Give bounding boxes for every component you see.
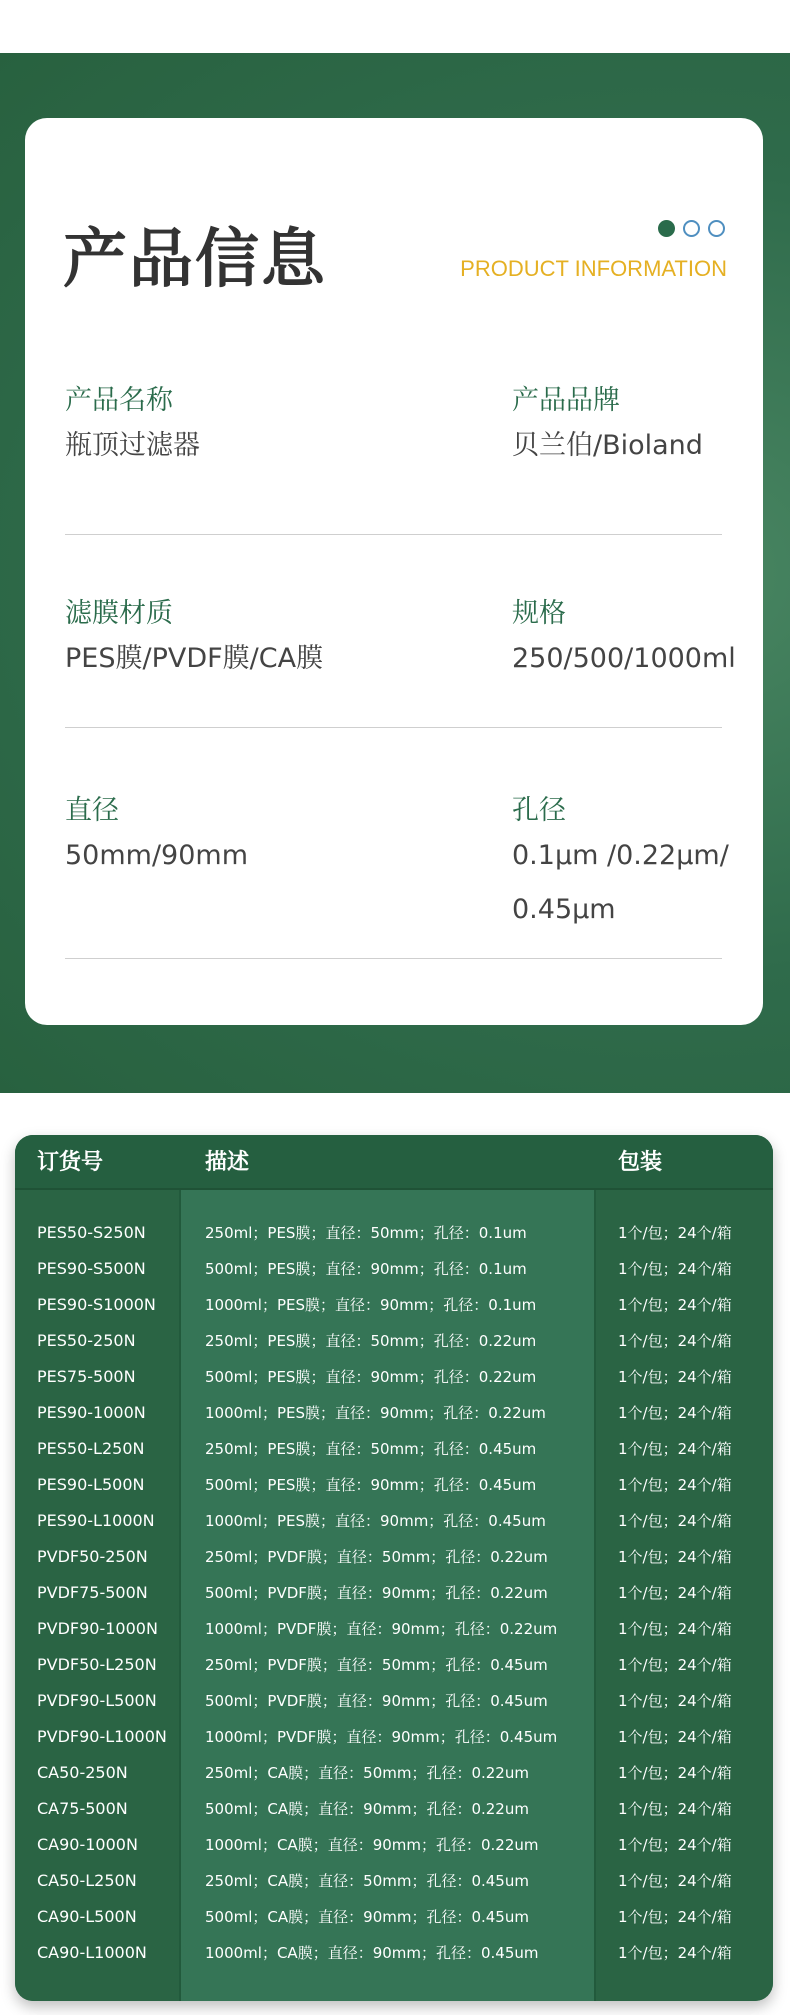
cell-order-number: CA50-L250N [37,1871,137,1890]
cell-order-number: PVDF90-L500N [37,1691,157,1710]
cell-description: 1000ml；PES膜；直径：90mm；孔径：0.22um [205,1404,546,1422]
cell-description: 1000ml；PES膜；直径：90mm；孔径：0.45um [205,1512,546,1530]
carousel-dot[interactable] [683,220,700,237]
header-order-number: 订货号 [37,1150,104,1175]
field-membrane-material [65,596,323,686]
cell-packaging: 1个/包；24个/箱 [618,1728,732,1746]
table-row [15,1395,773,1431]
field-value: 贝兰伯/Bioland [512,430,703,461]
cell-order-number: PES90-S1000N [37,1295,156,1314]
table-row [15,1719,773,1755]
field-value: 0.1μm /0.22μm/ 0.45μm [512,840,729,925]
cell-description: 500ml；CA膜；直径：90mm；孔径：0.22um [205,1800,529,1818]
table-row [15,1539,773,1575]
cell-packaging: 1个/包；24个/箱 [618,1224,732,1242]
cell-description: 250ml；CA膜；直径：50mm；孔径：0.22um [205,1764,529,1782]
field-label: 滤膜材质 [65,598,173,629]
cell-description: 250ml；PVDF膜；直径：50mm；孔径：0.22um [205,1548,548,1566]
cell-order-number: PVDF90-L1000N [37,1727,167,1746]
field-label: 规格 [512,598,566,629]
cell-packaging: 1个/包；24个/箱 [618,1692,732,1710]
cell-order-number: CA90-L1000N [37,1943,147,1962]
header-packaging: 包装 [618,1150,663,1175]
cell-order-number: PVDF90-1000N [37,1619,158,1638]
cell-packaging: 1个/包；24个/箱 [618,1368,732,1386]
cell-description: 500ml；PES膜；直径：90mm；孔径：0.45um [205,1476,537,1494]
cell-packaging: 1个/包；24个/箱 [618,1872,732,1890]
field-diameter [65,793,248,883]
field-product-brand [512,383,703,473]
field-label: 孔径 [512,795,566,826]
divider [65,958,722,959]
table-row [15,1899,773,1935]
cell-packaging: 1个/包；24个/箱 [618,1764,732,1782]
cell-order-number: PES90-1000N [37,1403,146,1422]
product-info-card [25,118,763,1025]
cell-order-number: PES50-S250N [37,1223,146,1242]
field-value: 250/500/1000ml [512,643,736,674]
cell-packaging: 1个/包；24个/箱 [618,1476,732,1494]
cell-order-number: PVDF75-500N [37,1583,148,1602]
table-row [15,1431,773,1467]
table-row [15,1935,773,1971]
cell-description: 250ml；PES膜；直径：50mm；孔径：0.45um [205,1440,537,1458]
cell-packaging: 1个/包；24个/箱 [618,1800,732,1818]
cell-order-number: CA50-250N [37,1763,128,1782]
cell-packaging: 1个/包；24个/箱 [618,1440,732,1458]
field-specification [512,596,736,686]
table-row [15,1827,773,1863]
cell-packaging: 1个/包；24个/箱 [618,1296,732,1314]
table-row [15,1215,773,1251]
cell-packaging: 1个/包；24个/箱 [618,1260,732,1278]
field-pore-size [512,793,737,937]
cell-description: 250ml；PVDF膜；直径：50mm；孔径：0.45um [205,1656,548,1674]
field-value: PES膜/PVDF膜/CA膜 [65,643,324,674]
cell-order-number: PES75-500N [37,1367,136,1386]
cell-description: 1000ml；PVDF膜；直径：90mm；孔径：0.45um [205,1728,558,1746]
cell-packaging: 1个/包；24个/箱 [618,1332,732,1350]
cell-order-number: CA90-1000N [37,1835,138,1854]
cell-description: 1000ml；CA膜；直径：90mm；孔径：0.45um [205,1944,539,1962]
table-row [15,1575,773,1611]
table-row [15,1467,773,1503]
cell-order-number: CA75-500N [37,1799,128,1818]
cell-packaging: 1个/包；24个/箱 [618,1404,732,1422]
product-info-section [0,53,790,1093]
cell-order-number: PES90-L500N [37,1475,145,1494]
cell-packaging: 1个/包；24个/箱 [618,1512,732,1530]
field-product-name [65,383,200,473]
field-label: 产品名称 [65,385,173,416]
cell-description: 500ml；PVDF膜；直径：90mm；孔径：0.22um [205,1584,548,1602]
field-label: 产品品牌 [512,385,620,416]
cell-order-number: PES90-L1000N [37,1511,155,1530]
cell-order-number: PES90-S500N [37,1259,146,1278]
header-description: 描述 [205,1150,250,1175]
cell-order-number: PES50-250N [37,1331,136,1350]
cell-packaging: 1个/包；24个/箱 [618,1548,732,1566]
cell-packaging: 1个/包；24个/箱 [618,1944,732,1962]
table-row [15,1611,773,1647]
table-row [15,1863,773,1899]
cell-description: 1000ml；PES膜；直径：90mm；孔径：0.1um [205,1296,537,1314]
cell-description: 1000ml；CA膜；直径：90mm；孔径：0.22um [205,1836,539,1854]
field-value: 50mm/90mm [65,840,249,871]
cell-packaging: 1个/包；24个/箱 [618,1908,732,1926]
cell-order-number: PES50-L250N [37,1439,145,1458]
cell-description: 500ml；PES膜；直径：90mm；孔径：0.1um [205,1260,527,1278]
cell-description: 1000ml；PVDF膜；直径：90mm；孔径：0.22um [205,1620,558,1638]
cell-packaging: 1个/包；24个/箱 [618,1656,732,1674]
order-table [15,1135,773,2001]
divider [65,727,722,728]
table-row [15,1791,773,1827]
cell-description: 250ml；PES膜；直径：50mm；孔径：0.1um [205,1224,527,1242]
field-label: 直径 [65,795,119,826]
field-value: 瓶顶过滤器 [65,430,200,461]
table-header [15,1135,773,1190]
page-subtitle: PRODUCT INFORMATION [460,256,727,281]
cell-description: 500ml；CA膜；直径：90mm；孔径：0.45um [205,1908,529,1926]
cell-packaging: 1个/包；24个/箱 [618,1584,732,1602]
cell-description: 250ml；CA膜；直径：50mm；孔径：0.45um [205,1872,529,1890]
cell-description: 500ml；PVDF膜；直径：90mm；孔径：0.45um [205,1692,548,1710]
carousel-dot[interactable] [708,220,725,237]
cell-packaging: 1个/包；24个/箱 [618,1620,732,1638]
table-row [15,1323,773,1359]
cell-description: 250ml；PES膜；直径：50mm；孔径：0.22um [205,1332,537,1350]
table-row [15,1755,773,1791]
cell-order-number: CA90-L500N [37,1907,137,1926]
table-row [15,1683,773,1719]
cell-description: 500ml；PES膜；直径：90mm；孔径：0.22um [205,1368,537,1386]
divider [65,534,722,535]
cell-packaging: 1个/包；24个/箱 [618,1836,732,1854]
carousel-dot-active[interactable] [658,220,675,237]
table-row [15,1503,773,1539]
cell-order-number: PVDF50-L250N [37,1655,157,1674]
table-row [15,1251,773,1287]
table-row [15,1647,773,1683]
cell-order-number: PVDF50-250N [37,1547,148,1566]
table-row [15,1359,773,1395]
table-row [15,1287,773,1323]
page-title: 产品信息 [63,223,327,297]
